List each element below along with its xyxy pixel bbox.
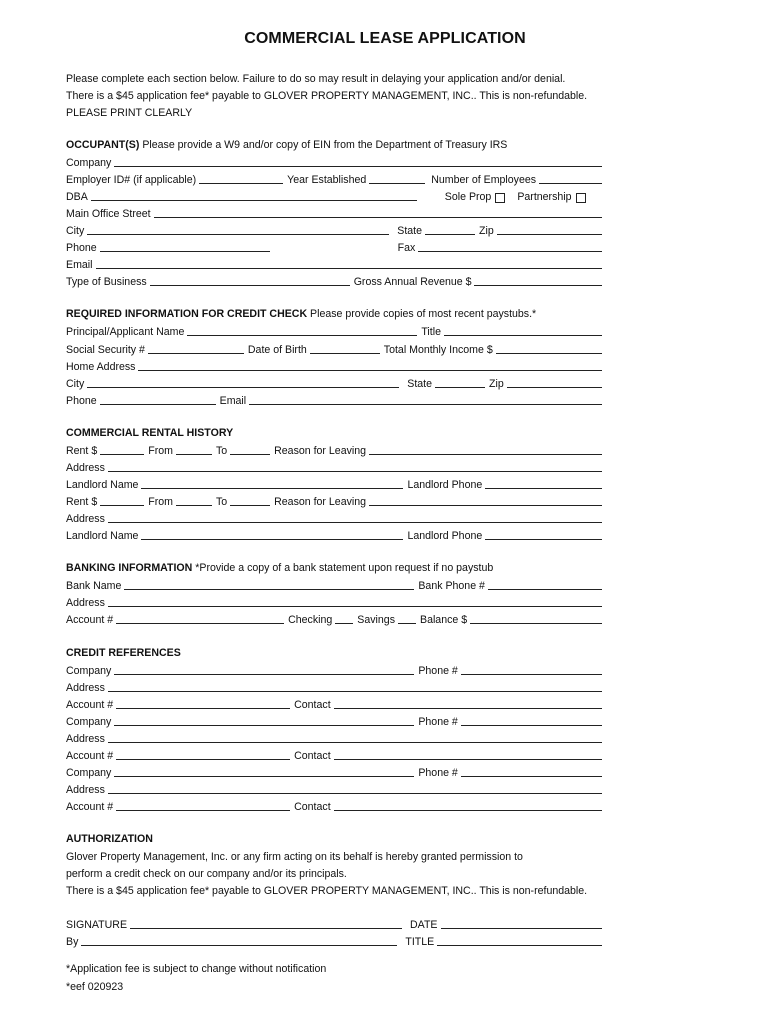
ref-phone-field[interactable] [461, 725, 602, 726]
occupant-city-label: City [66, 225, 85, 237]
occupant-city-row [66, 222, 606, 237]
bank-address-row [66, 594, 606, 609]
fax-label: Fax [397, 242, 416, 254]
landlord-row-1 [66, 476, 606, 491]
rent-label: Rent $ [66, 496, 98, 508]
ref-address-label: Address [66, 682, 105, 694]
company-row [66, 154, 606, 169]
credit-city-label: City [66, 378, 85, 390]
reason-leaving-label: Reason for Leaving [274, 496, 367, 508]
principal-field[interactable] [187, 335, 417, 336]
rent-to-label: To [215, 496, 228, 508]
main-office-row [66, 205, 606, 220]
credit-city-row [66, 375, 606, 390]
main-office-field[interactable] [154, 217, 602, 218]
rent-to-field[interactable] [230, 454, 270, 455]
principal-label: Principal/Applicant Name [66, 326, 185, 338]
occupant-phone-label: Phone [66, 242, 97, 254]
intro-line-3: PLEASE PRINT CLEARLY [66, 107, 193, 119]
ref-address-field[interactable] [108, 742, 602, 743]
partnership-checkbox[interactable] [576, 193, 586, 203]
rent-row-1 [66, 442, 606, 457]
credit-phone-row [66, 392, 606, 407]
rental-history-heading: COMMERCIAL RENTAL HISTORY [66, 427, 234, 439]
partnership-label: Partnership [517, 191, 572, 203]
landlord-row-2 [66, 527, 606, 542]
bank-address-field[interactable] [108, 606, 602, 607]
occupant-zip-field[interactable] [497, 234, 602, 235]
credit-check-heading: REQUIRED INFORMATION FOR CREDIT CHECK [66, 308, 308, 320]
ref-account-label: Account # [66, 750, 114, 762]
ref-phone-field[interactable] [461, 674, 602, 675]
ref-company-field[interactable] [114, 674, 414, 675]
ref-company-row-1 [66, 662, 606, 677]
occupant-heading: OCCUPANT(S) [66, 139, 140, 151]
rent-label: Rent $ [66, 445, 98, 457]
date-label: DATE [410, 919, 438, 931]
bank-name-label: Bank Name [66, 580, 122, 592]
form-title: COMMERCIAL LEASE APPLICATION [244, 30, 526, 47]
ref-company-label: Company [66, 716, 112, 728]
ref-company-label: Company [66, 665, 112, 677]
landlord-name-label: Landlord Name [66, 479, 139, 491]
home-address-label: Home Address [66, 361, 136, 373]
occupant-zip-label: Zip [479, 225, 494, 237]
ref-account-row-1 [66, 696, 606, 711]
ref-account-field[interactable] [116, 708, 290, 709]
ref-account-label: Account # [66, 699, 114, 711]
credit-state-field[interactable] [435, 387, 485, 388]
auth-title-label: TITLE [405, 936, 435, 948]
rent-to-label: To [215, 445, 228, 457]
sole-prop-label: Sole Prop [444, 191, 492, 203]
rent-field[interactable] [100, 454, 144, 455]
form-code: *eef 020923 [66, 981, 124, 993]
occupant-email-label: Email [66, 259, 93, 271]
gross-revenue-label: Gross Annual Revenue $ [353, 276, 472, 288]
occupant-section-header [66, 139, 606, 151]
dob-label: Date of Birth [247, 344, 307, 356]
fee-footnote: *Application fee is subject to change without notification [66, 963, 327, 975]
income-field[interactable] [496, 353, 602, 354]
by-label: By [66, 936, 79, 948]
ref-account-field[interactable] [116, 759, 290, 760]
ref-company-field[interactable] [114, 725, 414, 726]
rent-from-label: From [148, 445, 173, 457]
bank-phone-field[interactable] [488, 589, 602, 590]
landlord-phone-label: Landlord Phone [407, 479, 483, 491]
business-type-label: Type of Business [66, 276, 147, 288]
rental-address-row-1 [66, 459, 606, 474]
employer-id-field[interactable] [199, 183, 283, 184]
landlord-name-field[interactable] [141, 539, 403, 540]
signature-field[interactable] [130, 928, 402, 929]
main-office-label: Main Office Street [66, 208, 151, 220]
bank-account-row [66, 611, 606, 626]
checking-field[interactable] [335, 623, 353, 624]
ref-account-row-2 [66, 747, 606, 762]
company-label: Company [66, 157, 112, 169]
banking-heading: BANKING INFORMATION [66, 562, 193, 574]
landlord-phone-label: Landlord Phone [407, 530, 483, 542]
business-type-row [66, 273, 606, 288]
occupant-state-label: State [397, 225, 422, 237]
signature-label: SIGNATURE [66, 919, 128, 931]
rental-address-field[interactable] [108, 471, 602, 472]
ref-company-row-2 [66, 713, 606, 728]
landlord-phone-field[interactable] [485, 488, 602, 489]
ref-contact-label: Contact [294, 699, 331, 711]
credit-refs-heading: CREDIT REFERENCES [66, 647, 181, 659]
credit-check-note: Please provide copies of most recent paystubs.* [307, 308, 537, 320]
ref-contact-label: Contact [294, 750, 331, 762]
ref-address-label: Address [66, 784, 105, 796]
ref-company-field[interactable] [114, 776, 414, 777]
credit-city-field[interactable] [87, 387, 399, 388]
landlord-name-field[interactable] [141, 488, 403, 489]
occupant-note: Please provide a W9 and/or copy of EIN from the Department of Treasury IRS [139, 139, 508, 151]
banking-section-header [66, 562, 606, 574]
rent-row-2 [66, 493, 606, 508]
savings-field[interactable] [398, 623, 416, 624]
savings-label: Savings [357, 614, 395, 626]
ref-contact-field[interactable] [334, 708, 602, 709]
principal-title-field[interactable] [444, 335, 602, 336]
occupant-email-row [66, 256, 606, 271]
authorization-section-header [66, 833, 606, 845]
credit-refs-section-header [66, 647, 606, 659]
ref-account-row-3 [66, 798, 606, 813]
ref-address-row-1 [66, 679, 606, 694]
ssn-label: Social Security # [66, 344, 145, 356]
rental-address-field[interactable] [108, 522, 602, 523]
authorization-line-2: perform a credit check on our company and/or its principals. [66, 868, 347, 880]
rental-address-label: Address [66, 462, 105, 474]
ref-contact-field[interactable] [334, 759, 602, 760]
ref-phone-label: Phone # [418, 665, 458, 677]
ref-contact-field[interactable] [334, 810, 602, 811]
credit-email-label: Email [219, 395, 247, 407]
ref-contact-label: Contact [294, 801, 331, 813]
ref-address-field[interactable] [108, 793, 602, 794]
credit-zip-field[interactable] [507, 387, 602, 388]
by-field[interactable] [81, 945, 397, 946]
employer-id-label: Employer ID# (if applicable) [66, 174, 197, 186]
ref-address-row-3 [66, 781, 606, 796]
bank-name-field[interactable] [124, 589, 414, 590]
ssn-field[interactable] [148, 353, 244, 354]
ref-address-field[interactable] [108, 691, 602, 692]
rent-from-label: From [148, 496, 173, 508]
rental-address-label: Address [66, 513, 105, 525]
year-established-field[interactable] [369, 183, 425, 184]
by-row [66, 933, 606, 948]
reason-leaving-field[interactable] [369, 454, 602, 455]
rent-from-field[interactable] [176, 505, 212, 506]
num-employees-label: Number of Employees [431, 174, 537, 186]
ref-account-label: Account # [66, 801, 114, 813]
bank-phone-label: Bank Phone # [418, 580, 485, 592]
banking-note: *Provide a copy of a bank statement upon request if no paystub [192, 562, 494, 574]
bank-account-field[interactable] [116, 623, 284, 624]
rent-field[interactable] [100, 505, 144, 506]
ref-company-label: Company [66, 767, 112, 779]
occupant-email-field[interactable] [96, 268, 603, 269]
occupant-state-field[interactable] [425, 234, 475, 235]
income-label: Total Monthly Income $ [383, 344, 493, 356]
authorization-line-3: There is a $45 application fee* payable to GLOVER PROPERTY MANAGEMENT, INC.. This is non-refundable. [66, 885, 588, 897]
credit-phone-label: Phone [66, 395, 97, 407]
credit-email-field[interactable] [249, 404, 602, 405]
ref-account-field[interactable] [116, 810, 290, 811]
authorization-heading: AUTHORIZATION [66, 833, 153, 845]
ref-phone-field[interactable] [461, 776, 602, 777]
auth-title-field[interactable] [437, 945, 602, 946]
fax-field[interactable] [418, 251, 602, 252]
company-field[interactable] [114, 166, 602, 167]
balance-label: Balance $ [420, 614, 468, 626]
ssn-row [66, 341, 606, 356]
num-employees-field[interactable] [539, 183, 602, 184]
home-address-row [66, 358, 606, 373]
ref-company-row-3 [66, 764, 606, 779]
landlord-name-label: Landlord Name [66, 530, 139, 542]
rental-address-row-2 [66, 510, 606, 525]
dob-field[interactable] [310, 353, 380, 354]
bank-name-row [66, 577, 606, 592]
intro-line-2: There is a $45 application fee* payable to GLOVER PROPERTY MANAGEMENT, INC.. This is non-refundable. [66, 90, 588, 102]
dba-row [66, 188, 606, 203]
credit-zip-label: Zip [489, 378, 504, 390]
intro-line-1: Please complete each section below. Failure to do so may result in delaying your application and/or denial. [66, 73, 566, 85]
occupant-phone-row [66, 239, 606, 254]
rent-from-field[interactable] [176, 454, 212, 455]
occupant-phone-field[interactable] [100, 251, 270, 252]
ref-phone-label: Phone # [418, 767, 458, 779]
ref-address-label: Address [66, 733, 105, 745]
sole-prop-checkbox[interactable] [495, 193, 505, 203]
reason-leaving-label: Reason for Leaving [274, 445, 367, 457]
authorization-line-1: Glover Property Management, Inc. or any firm acting on its behalf is hereby granted permission to [66, 851, 523, 863]
credit-state-label: State [407, 378, 432, 390]
credit-check-section-header [66, 308, 606, 320]
year-established-label: Year Established [287, 174, 367, 186]
bank-account-label: Account # [66, 614, 114, 626]
rental-history-section-header [66, 427, 606, 439]
credit-phone-field[interactable] [100, 404, 216, 405]
principal-title-label: Title [421, 326, 441, 338]
signature-row [66, 916, 606, 931]
balance-field[interactable] [470, 623, 602, 624]
dba-field[interactable] [91, 200, 417, 201]
rent-to-field[interactable] [230, 505, 270, 506]
bank-address-label: Address [66, 597, 105, 609]
gross-revenue-field[interactable] [474, 285, 602, 286]
employer-row [66, 171, 606, 186]
ref-address-row-2 [66, 730, 606, 745]
home-address-field[interactable] [138, 370, 602, 371]
date-field[interactable] [441, 928, 603, 929]
principal-row [66, 323, 606, 338]
dba-label: DBA [66, 191, 88, 203]
ref-phone-label: Phone # [418, 716, 458, 728]
business-type-field[interactable] [150, 285, 350, 286]
checking-label: Checking [288, 614, 333, 626]
occupant-city-field[interactable] [87, 234, 389, 235]
reason-leaving-field[interactable] [369, 505, 602, 506]
landlord-phone-field[interactable] [485, 539, 602, 540]
